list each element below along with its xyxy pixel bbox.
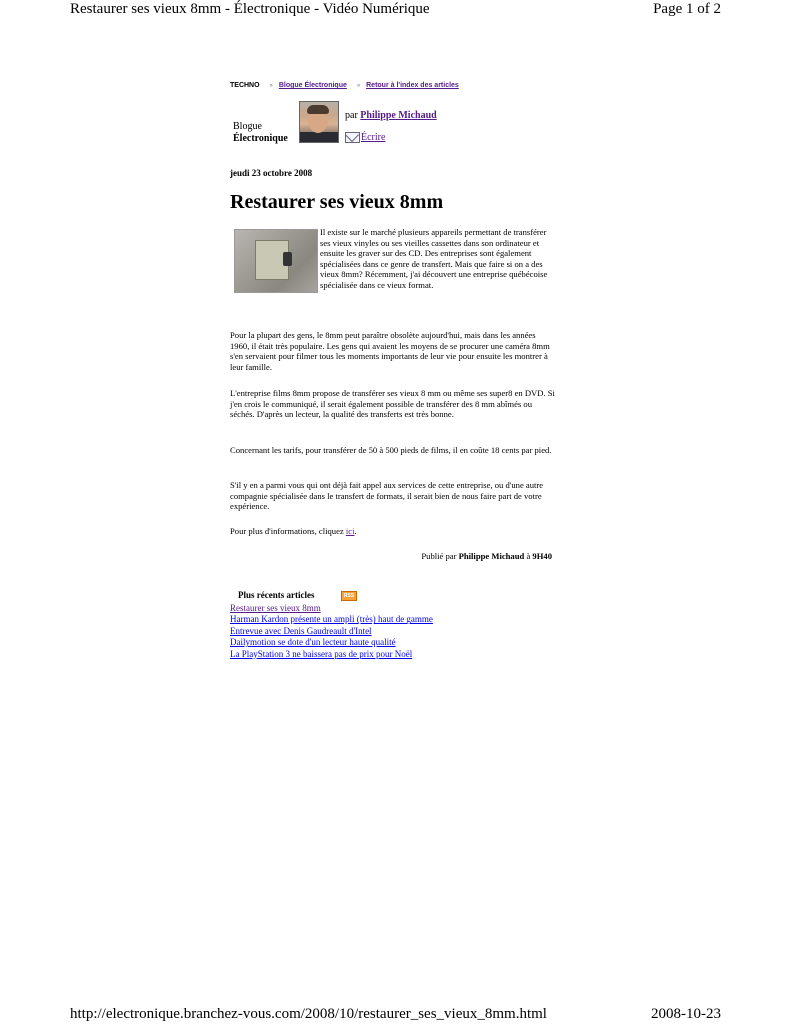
blog-label-line2: Électronique bbox=[233, 133, 288, 144]
author-avatar bbox=[299, 101, 339, 143]
published-time: 9H40 bbox=[532, 551, 552, 561]
recent-article-link[interactable]: Restaurer ses vieux 8mm bbox=[230, 603, 321, 613]
separator: » bbox=[356, 83, 361, 89]
recent-articles-heading: Plus récents articles bbox=[238, 590, 315, 600]
more-info-suffix: . bbox=[354, 526, 357, 536]
separator: » bbox=[269, 83, 273, 89]
post-date: jeudi 23 octobre 2008 bbox=[230, 168, 313, 178]
published-prefix: Publié par bbox=[421, 551, 459, 561]
print-header-page: Page 1 of 2 bbox=[653, 1, 721, 17]
blog-label bbox=[233, 121, 288, 145]
recent-article-link[interactable]: Entrevue avec Denis Gaudreault d'Intel bbox=[230, 625, 372, 636]
print-header-title: Restaurer ses vieux 8mm - Électronique - Vidéo Numérique bbox=[70, 1, 430, 17]
post-paragraph: Concernant les tarifs, pour transférer de 50 à 500 pieds de films, il en coûte 18 cents par pied. bbox=[230, 445, 552, 455]
section-label: TECHNO bbox=[230, 82, 260, 89]
projector-photo bbox=[234, 229, 318, 293]
author-link[interactable]: Philippe Michaud bbox=[360, 110, 437, 121]
recent-article-link[interactable]: La PlayStation 3 ne baissera pas de prix pour Noël bbox=[230, 648, 413, 659]
post-intro: Il existe sur le marché plusieurs appareils permettant de transférer ses vieux vinyles ou ses vieilles cassettes dans son ordinateur et ensuite les graver sur des CD. Des entreprises sont également spécialisées dans ce genre de transfert. Mais que faire si on a des vieux 8mm? Récemment, j'ai découvert une entreprise québécoise spécialisée dans ce vieux format. bbox=[320, 227, 548, 290]
published-by bbox=[421, 551, 552, 561]
more-info-link[interactable]: ici bbox=[345, 526, 355, 536]
post-paragraph-more-info bbox=[230, 526, 555, 537]
recent-articles-list bbox=[230, 603, 433, 660]
recent-article-link[interactable]: Dailymotion se dote d'un lecteur haute qualité bbox=[230, 637, 396, 648]
published-mid: à bbox=[524, 551, 533, 561]
published-author: Philippe Michaud bbox=[458, 551, 525, 561]
blog-label-line1: Blogue bbox=[233, 121, 262, 132]
print-footer-url: http://electronique.branchez-vous.com/2008/10/restaurer_ses_vieux_8mm.html bbox=[70, 1006, 547, 1022]
breadcrumb bbox=[230, 82, 459, 89]
post-title: Restaurer ses vieux 8mm bbox=[230, 191, 444, 213]
more-info-prefix: Pour plus d'informations, cliquez bbox=[230, 526, 346, 536]
post-paragraph: Pour la plupart des gens, le 8mm peut paraître obsolète aujourd'hui, mais dans les années 1960, il était très populaire. Les gens qui avaient les moyens de se procurer une caméra 8mm s'en servaient pour filmer tous les moments importants de leur vie pour ensuite les montrer à leur famille. bbox=[230, 330, 550, 372]
blog-link[interactable]: Blogue Électronique bbox=[278, 82, 347, 89]
print-footer-date: 2008-10-23 bbox=[651, 1006, 721, 1022]
rss-icon[interactable]: RSS bbox=[341, 591, 357, 601]
mail-icon[interactable] bbox=[345, 132, 360, 143]
write-link[interactable]: Écrire bbox=[361, 132, 386, 143]
recent-article-link[interactable]: Harman Kardon présente un ampli (très) haut de gamme bbox=[230, 614, 433, 625]
index-link[interactable]: Retour à l'index des articles bbox=[366, 82, 459, 89]
post-paragraph: S'il y en a parmi vous qui ont déjà fait appel aux services de cette entreprise, ou d'une autre compagnie spécialisée dans le transfert de formats, il serait bien de nous faire part de votre expérience. bbox=[230, 480, 544, 511]
by-prefix: par bbox=[345, 110, 358, 121]
author-byline bbox=[345, 110, 437, 121]
post-paragraph: L'entreprise films 8mm propose de transférer ses vieux 8 mm ou même ses super8 en DVD. Si j'en crois le communiqué, il serait également possible de transférer des 8 mm abîmés ou séchés. D'après un lecteur, la qualité des transferts est très bonne. bbox=[230, 388, 555, 419]
